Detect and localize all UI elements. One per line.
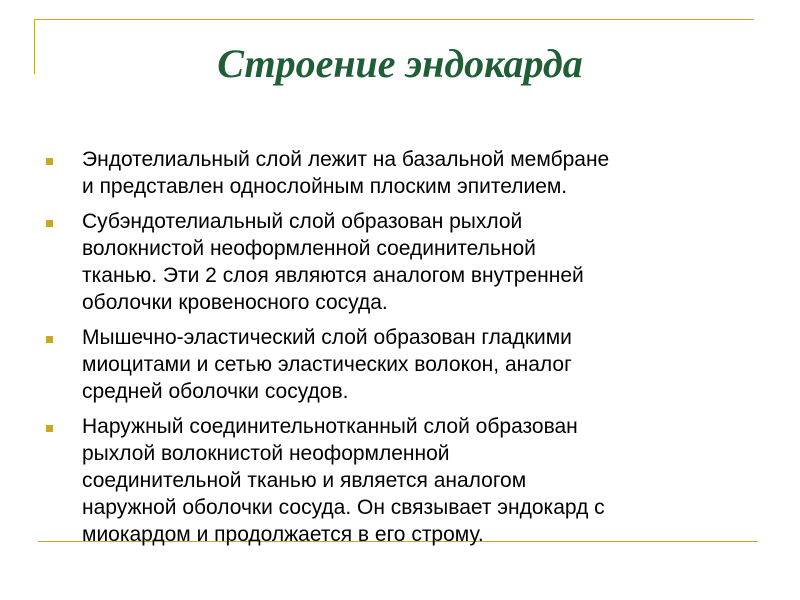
bullet-line: Мышечно-эластический слой образован гладкими xyxy=(82,326,572,349)
bullet-text xyxy=(82,324,766,405)
bullet-line: Эндотелиальный слой лежит на базальной мембране xyxy=(82,148,610,171)
bullet-line: наружной оболочки сосуда. Он связывает эндокард с xyxy=(82,496,605,519)
bullet-item-muscular-elastic xyxy=(46,324,766,405)
bullet-line: миоцитами и сетью эластических волокон, аналог xyxy=(82,353,572,376)
top-border-line xyxy=(34,19,754,20)
bullet-line: волокнистой неоформленной соединительной xyxy=(82,237,536,260)
slide-title: Строение эндокарда xyxy=(217,41,583,86)
bullet-line: средней оболочки сосудов. xyxy=(82,380,349,403)
bullet-item-outer-connective xyxy=(46,413,766,548)
bullet-line: рыхлой волокнистой неоформленной xyxy=(82,442,450,465)
bullet-line: Наружный соединительнотканный слой образован xyxy=(82,415,578,438)
bullet-line: тканью. Эти 2 слоя являются аналогом внутренней xyxy=(82,264,584,287)
bullet-text xyxy=(82,413,766,548)
square-bullet-icon xyxy=(46,336,53,343)
bullet-line: Субэндотелиальный слой образован рыхлой xyxy=(82,210,523,233)
bullet-line: оболочки кровеносного сосуда. xyxy=(82,291,388,314)
bullet-line: и представлен однослойным плоским эпителием. xyxy=(82,175,568,198)
square-bullet-icon xyxy=(46,158,53,165)
square-bullet-icon xyxy=(46,220,53,227)
bullet-line: соединительной тканью и является аналогом xyxy=(82,469,527,492)
bullet-item-subendothelial xyxy=(46,208,766,316)
square-bullet-icon xyxy=(46,425,53,432)
bullet-list xyxy=(46,146,766,556)
bullet-text xyxy=(82,146,766,200)
bullet-text xyxy=(82,208,766,316)
bullet-item-endothelial xyxy=(46,146,766,200)
bullet-line: миокардом и продолжается в его строму. xyxy=(82,523,484,546)
